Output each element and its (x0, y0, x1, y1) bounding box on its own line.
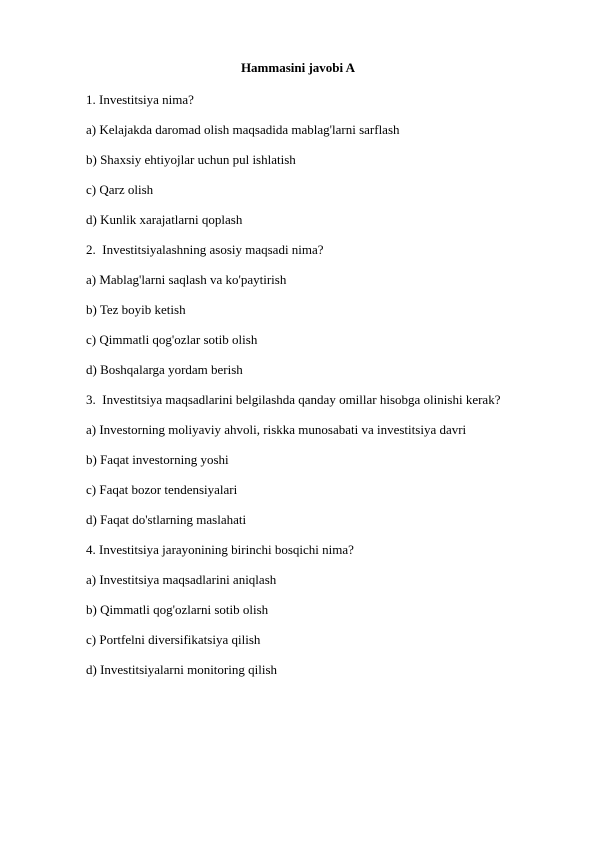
question-2-option-d: d) Boshqalarga yordam berish (86, 362, 243, 377)
question-1: 1. Investitsiya nima? (86, 92, 194, 107)
question-3-option-b: b) Faqat investorning yoshi (86, 452, 229, 467)
question-3-option-d: d) Faqat do'stlarning maslahati (86, 512, 247, 527)
question-2: 2. Investitsiyalashning asosiy maqsadi nima? (86, 242, 324, 257)
question-1-option-c: c) Qarz olish (86, 182, 154, 197)
question-1-option-d: d) Kunlik xarajatlarni qoplash (86, 212, 243, 227)
question-2-option-b: b) Tez boyib ketish (86, 302, 186, 317)
question-1-option-a: a) Kelajakda daromad olish maqsadida mablag'larni sarflash (86, 122, 400, 137)
question-2-option-a: a) Mablag'larni saqlash va ko'paytirish (86, 272, 287, 287)
question-4-option-c: c) Portfelni diversifikatsiya qilish (86, 632, 261, 647)
question-2-option-c: c) Qimmatli qog'ozlar sotib olish (86, 332, 258, 347)
question-4: 4. Investitsiya jarayonining birinchi bosqichi nima? (86, 542, 354, 557)
question-4-option-d: d) Investitsiyalarni monitoring qilish (86, 662, 278, 677)
document-title: Hammasini javobi A (240, 60, 356, 75)
question-3: 3. Investitsiya maqsadlarini belgilashda qanday omillar hisobga olinishi kerak? (86, 392, 501, 407)
question-3-option-a: a) Investorning moliyaviy ahvoli, riskka munosabati va investitsiya davri (86, 422, 467, 437)
question-4-option-a: a) Investitsiya maqsadlarini aniqlash (86, 572, 277, 587)
question-1-option-b: b) Shaxsiy ehtiyojlar uchun pul ishlatish (86, 152, 296, 167)
question-list (86, 92, 566, 692)
question-3-option-c: c) Faqat bozor tendensiyalari (86, 482, 238, 497)
question-4-option-b: b) Qimmatli qog'ozlarni sotib olish (86, 602, 269, 617)
